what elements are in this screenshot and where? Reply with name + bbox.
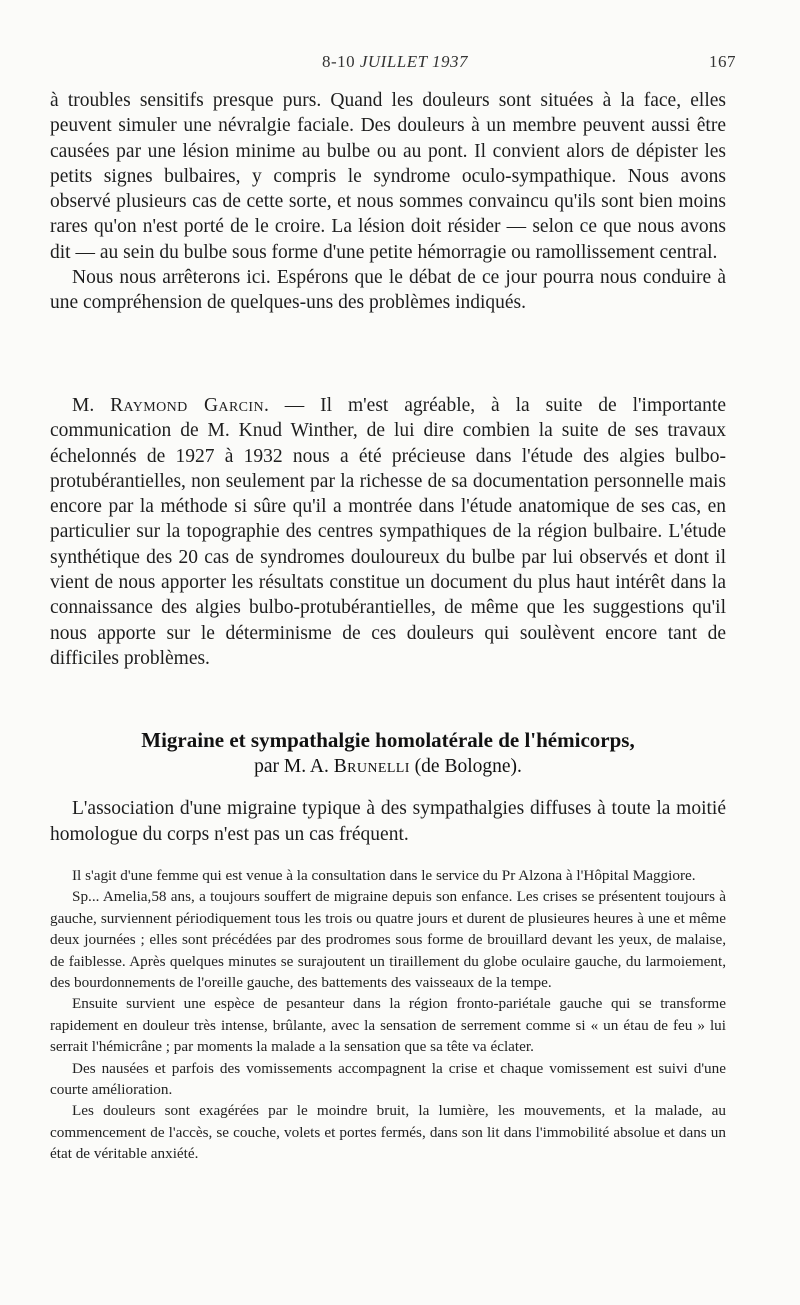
case-report	[50, 865, 726, 1165]
running-header	[50, 52, 740, 78]
article-intro	[50, 796, 726, 848]
case-paragraph: Ensuite survient une espèce de pesanteur dans la région fronto-pariétale gauche qui se transforme rapidement en douleur très intense, brûlante, avec la sensation de serrement comme si « un étau de feu » lui serrait l'hémicrâne ; par moments la malade a la sensation que sa tête va éclater.	[50, 995, 726, 1056]
page-number: 167	[709, 52, 736, 71]
header-dates: 8-10	[321, 52, 356, 71]
header-date	[50, 52, 740, 72]
discussion-paragraph	[50, 393, 726, 671]
byline-affiliation: (de Bologne).	[414, 756, 522, 777]
speaker-prefix: M.	[72, 395, 95, 416]
byline-prefix: par M. A.	[254, 756, 329, 777]
speaker-name: Raymond Garcin	[110, 395, 264, 416]
continuation-paragraph-1: à troubles sensitifs presque purs. Quand les douleurs sont situées à la face, elles peuvent simuler une névralgie faciale. Des douleurs à un membre peuvent aussi être causées par une lésion minime au bulbe ou au pont. Il convient alors de dépister les petits signes bulbaires, y compris le syndrome oculo-sympathique. Nous avons observé plusieurs cas de cette sorte, et nous sommes convaincu qu'ils sont bien moins rares qu'on n'est porté de le croire. La lésion doit résider — selon ce que nous avons dit — au sein du bulbe sous forme d'une petite hémorragie ou ramollissement central.	[50, 90, 726, 263]
intro-paragraph: L'association d'une migraine typique à des sympathalgies diffuses à toute la moitié homologue du corps n'est pas un cas fréquent.	[50, 798, 726, 845]
case-paragraph: Les douleurs sont exagérées par le moindre bruit, la lumière, les mouvements, et la malade, au commencement de l'accès, se couche, volets et portes fermés, dans son lit dans l'immobilité absolue et dans un état de véritable anxiété.	[50, 1102, 726, 1163]
byline-author: Brunelli	[333, 756, 410, 777]
case-paragraph: Il s'agit d'une femme qui est venue à la consultation dans le service du Pr Alzona à l'Hôpital Maggiore.	[72, 867, 696, 884]
article-title: Migraine et sympathalgie homolatérale de l'hémicorps,	[141, 728, 635, 752]
continuation-paragraph-2: Nous nous arrêterons ici. Espérons que le débat de ce jour pourra nous conduire à une compréhension de quelques-uns des problèmes indiqués.	[50, 267, 726, 314]
header-month-year: JUILLET 1937	[359, 52, 469, 71]
case-paragraph: Des nausées et parfois des vomissements accompagnent la crise et chaque vomissement est suivi d'une courte amélioration.	[50, 1059, 726, 1099]
discussion-body: . — Il m'est agréable, à la suite de l'importante communication de M. Knud Winther, de lui dire combien la suite de ses travaux échelonnés de 1927 à 1932 nous a été précieuse dans l'étude des algies bulbo-protubérantielles, non seulement par la richesse de sa documentation personnelle mais encore par la méthode si sûre qu'il a montrée dans l'étude anatomique de ses cas, en particulier sur la topographie des centres sympathiques de la région bulbaire. L'étude synthétique des 20 cas de syndromes douloureux du bulbe par lui observés et dont il vient de nous apporter les résultats constitue un document du plus haut intérêt dans la connaissance des algies bulbo-protubérantielles, de même que les suggestions qu'il nous apporte sur le déterminisme de ces douleurs qui soulèvent encore tant de difficiles problèmes.	[50, 395, 727, 669]
continuation-text	[50, 88, 726, 316]
article-byline	[50, 756, 726, 778]
discussion-text	[50, 393, 726, 671]
case-paragraph: Sp... Amelia,58 ans, a toujours souffert de migraine depuis son enfance. Les crises se présentent toujours à gauche, surviennent périodiquement tous les trois ou quatre jours et durent de plusieures heures à une et même deux journées ; elles sont précédées par des prodromes sous forme de brouillard devant les yeux, de malaise, de faiblesse. Après quelques minutes se surajoutent un tiraillement du globe oculaire gauche, du larmoiement, des bourdonnements de l'oreille gauche, des battements des vaisseaux de la tempe.	[50, 888, 726, 992]
